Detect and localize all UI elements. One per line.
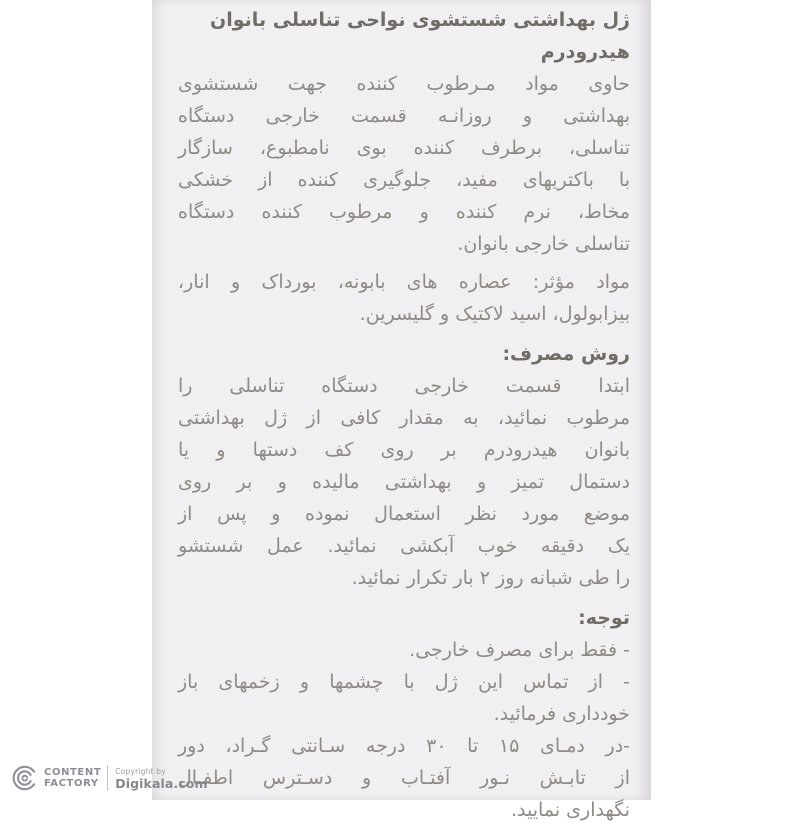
label-text-line: حاوی مواد مـرطوب کننده جهت شستشوی — [178, 73, 630, 95]
product-box-back-panel — [152, 0, 651, 821]
label-text-line: را طی شبانه روز ۲ بار تکرار نمائید. — [351, 567, 630, 589]
watermark-brand — [44, 767, 101, 789]
label-text-line: بیزابولول، اسید لاکتیک و گلیسرین. — [359, 303, 630, 325]
content-factory-swirl-icon — [11, 764, 39, 792]
label-text-line: - از تماس این ژل با چشمها و زخمهای باز — [178, 671, 630, 693]
label-text-block — [178, 4, 630, 826]
label-text-line: بهداشتی و روزانـه قسمت خارجی دستگاه — [178, 105, 630, 127]
label-heading-line: ژل بهداشتی شستشوی نواحی تناسلی بانوان هیدرودرم — [210, 9, 630, 63]
label-text-line: دستمال تمیز و بهداشتی مالیده و بر روی — [178, 471, 630, 493]
label-text-line: مرطوب نمائید، به مقدار کافی از ژل بهداشتی — [178, 407, 630, 429]
label-text-line: -در دمـای ۱۵ تا ۳۰ درجه سـانتی گـراد، دور — [178, 735, 631, 757]
label-text-line: خودداری فرمائید. — [493, 703, 630, 725]
digikala-site-label: Digikala.com — [115, 776, 208, 791]
label-heading-line: روش مصرف: — [502, 343, 630, 365]
label-text-line: نگهداری نمایید. — [511, 799, 630, 821]
label-text-line: - فقط برای مصرف خارجی. — [409, 639, 630, 661]
watermark-divider — [107, 765, 108, 791]
label-heading-line: توجه: — [578, 607, 630, 629]
watermark-brand-line1: CONTENT — [44, 767, 102, 778]
label-text-line: با باکتریهای مفید، جلوگیری کننده از خشکی — [178, 169, 630, 191]
watermark-copyright — [115, 766, 207, 790]
label-text-line: مخاط، نرم کننده و مرطوب کننده دستگاه — [178, 201, 630, 223]
label-text-line: یک دقیقه خوب آبکشی نمائید. عمل شستشو — [178, 535, 630, 557]
label-text-line: مواد مؤثر: عصاره های بابونه، بورداک و انار، — [178, 271, 630, 293]
label-text-line: بانوان هیدرودرم بر روی کف دستها و یا — [178, 439, 630, 461]
watermark-brand-line2: FACTORY — [44, 778, 99, 789]
label-text-line: از تابـش نـور آفتـاب و دسـترس اطفـال — [178, 767, 630, 789]
label-text-line: تناسلی خارجی بانوان. — [457, 233, 630, 255]
label-text-line: موضع مورد نظر استعمال نموده و پس از — [178, 503, 630, 525]
copyright-by-label: Copyright by — [115, 767, 166, 776]
digikala-watermark — [11, 764, 208, 792]
label-text-line: ابتدا قسمت خارجی دستگاه تناسلی را — [178, 375, 630, 397]
label-text-line: تناسلی، برطرف کننده بوی نامطبوع، سازگار — [178, 137, 630, 159]
